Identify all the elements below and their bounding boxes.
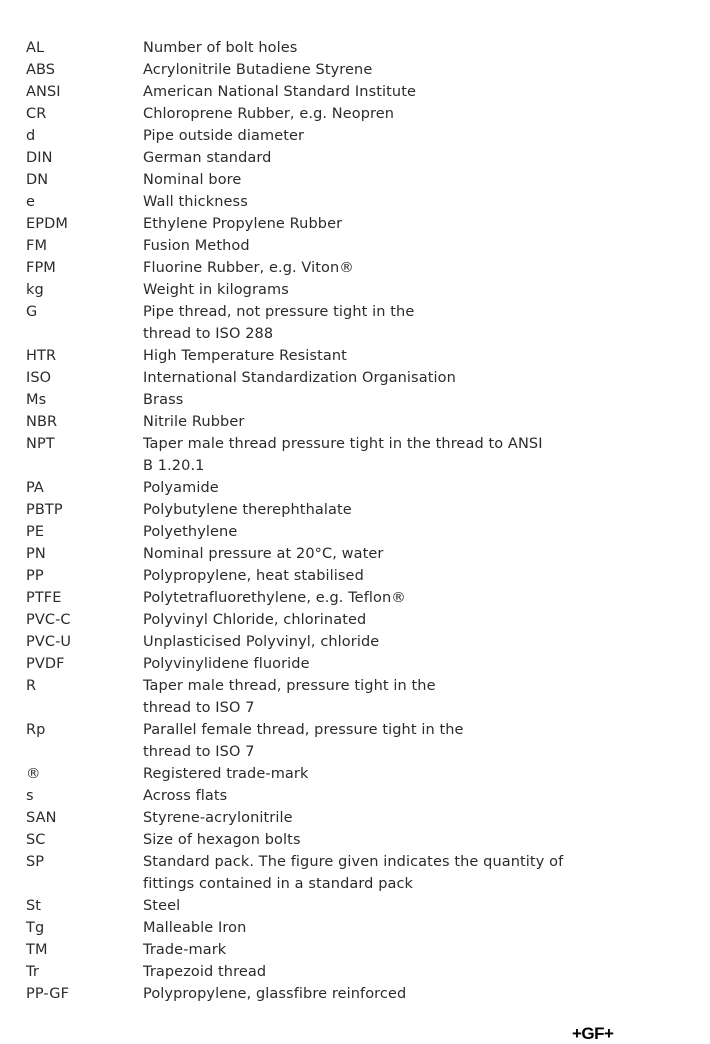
glossary-entry bbox=[26, 895, 686, 917]
abbreviation: SAN bbox=[26, 810, 57, 826]
glossary-entry bbox=[26, 81, 686, 103]
glossary-entry bbox=[26, 477, 686, 499]
abbreviation: FPM bbox=[26, 260, 56, 276]
abbreviation: PP bbox=[26, 568, 44, 584]
glossary-entry bbox=[26, 59, 686, 81]
definition: Nominal bore bbox=[143, 172, 242, 188]
glossary-entry bbox=[26, 917, 686, 939]
glossary-entry bbox=[26, 961, 686, 983]
glossary-entry bbox=[26, 653, 686, 675]
glossary-entry bbox=[26, 785, 686, 807]
glossary-entry bbox=[26, 609, 686, 631]
glossary-entry bbox=[26, 389, 686, 411]
abbreviation: PBTP bbox=[26, 502, 63, 518]
definition: Weight in kilograms bbox=[143, 282, 289, 298]
abbreviation: SP bbox=[26, 854, 45, 870]
abbreviation: PVC-U bbox=[26, 634, 72, 650]
abbreviation: CR bbox=[26, 106, 47, 122]
glossary-entry bbox=[26, 103, 686, 125]
definition: Polyvinylidene fluoride bbox=[143, 656, 310, 672]
definition: Nitrile Rubber bbox=[143, 414, 245, 430]
definition: Taper male thread, pressure tight in the thread to ISO 7 bbox=[143, 678, 436, 716]
glossary-entry bbox=[26, 565, 686, 587]
abbreviation: ABS bbox=[26, 62, 56, 78]
abbreviation: Ms bbox=[26, 392, 47, 408]
definition: Polytetrafluorethylene, e.g. Teflon® bbox=[143, 590, 406, 606]
glossary-entry bbox=[26, 367, 686, 389]
glossary-entry bbox=[26, 147, 686, 169]
abbreviation: AL bbox=[26, 40, 45, 56]
abbreviation: PTFE bbox=[26, 590, 62, 606]
definition: Across flats bbox=[143, 788, 228, 804]
abbreviation: e bbox=[26, 194, 36, 210]
definition: Registered trade-mark bbox=[143, 766, 309, 782]
definition: Pipe thread, not pressure tight in the thread to ISO 288 bbox=[143, 304, 415, 342]
definition: Malleable Iron bbox=[143, 920, 247, 936]
abbreviation: PE bbox=[26, 524, 45, 540]
glossary-entry bbox=[26, 829, 686, 851]
glossary-entry bbox=[26, 125, 686, 147]
abbreviation: PVC-C bbox=[26, 612, 71, 628]
definition: German standard bbox=[143, 150, 272, 166]
abbreviation: kg bbox=[26, 282, 44, 298]
abbreviation: St bbox=[26, 898, 42, 914]
definition: Brass bbox=[143, 392, 184, 408]
definition: High Temperature Resistant bbox=[143, 348, 347, 364]
definition: Unplasticised Polyvinyl, chloride bbox=[143, 634, 380, 650]
glossary-entry bbox=[26, 345, 686, 367]
abbreviation: FM bbox=[26, 238, 48, 254]
abbreviation: s bbox=[26, 788, 34, 804]
abbreviation: Tr bbox=[26, 964, 39, 980]
glossary-entry bbox=[26, 587, 686, 609]
definition: Fusion Method bbox=[143, 238, 250, 254]
abbreviation: Rp bbox=[26, 722, 46, 738]
definition: Wall thickness bbox=[143, 194, 248, 210]
glossary-entry bbox=[26, 301, 686, 345]
glossary-entry bbox=[26, 169, 686, 191]
glossary-entry bbox=[26, 279, 686, 301]
glossary-entry bbox=[26, 939, 686, 961]
definition: Polyamide bbox=[143, 480, 219, 496]
glossary-entry bbox=[26, 257, 686, 279]
abbreviation: PA bbox=[26, 480, 44, 496]
glossary-entry bbox=[26, 235, 686, 257]
abbreviation: G bbox=[26, 304, 38, 320]
definition: Chloroprene Rubber, e.g. Neopren bbox=[143, 106, 395, 122]
abbreviation: HTR bbox=[26, 348, 57, 364]
definition: Acrylonitrile Butadiene Styrene bbox=[143, 62, 373, 78]
abbreviation: DIN bbox=[26, 150, 53, 166]
definition: Standard pack. The figure given indicates the quantity of fittings contained in a standard pack bbox=[143, 854, 564, 892]
definition: Styrene-acrylonitrile bbox=[143, 810, 293, 826]
definition: American National Standard Institute bbox=[143, 84, 417, 100]
abbreviation: TM bbox=[26, 942, 48, 958]
glossary-entry bbox=[26, 213, 686, 235]
glossary-list bbox=[26, 37, 686, 1005]
abbreviation: SC bbox=[26, 832, 46, 848]
definition: Pipe outside diameter bbox=[143, 128, 305, 144]
definition: Polybutylene therephthalate bbox=[143, 502, 352, 518]
abbreviation: R bbox=[26, 678, 37, 694]
glossary-entry bbox=[26, 37, 686, 59]
abbreviation: Tg bbox=[26, 920, 45, 936]
definition: Ethylene Propylene Rubber bbox=[143, 216, 343, 232]
abbreviation: PN bbox=[26, 546, 46, 562]
definition: Trade-mark bbox=[143, 942, 227, 958]
glossary-entry bbox=[26, 433, 686, 477]
abbreviation: NPT bbox=[26, 436, 55, 452]
definition: Trapezoid thread bbox=[143, 964, 267, 980]
abbreviation: EPDM bbox=[26, 216, 68, 232]
definition: International Standardization Organisation bbox=[143, 370, 456, 386]
definition: Polypropylene, glassfibre reinforced bbox=[143, 986, 407, 1002]
definition: Number of bolt holes bbox=[143, 40, 298, 56]
abbreviation: PVDF bbox=[26, 656, 65, 672]
definition: Taper male thread pressure tight in the thread to ANSI B 1.20.1 bbox=[143, 436, 543, 474]
definition: Polypropylene, heat stabilised bbox=[143, 568, 364, 584]
definition: Parallel female thread, pressure tight in the thread to ISO 7 bbox=[143, 722, 464, 760]
glossary-entry bbox=[26, 851, 686, 895]
gf-logo: +GF+ bbox=[572, 1024, 614, 1043]
definition: Fluorine Rubber, e.g. Viton® bbox=[143, 260, 354, 276]
glossary-entry bbox=[26, 631, 686, 653]
glossary-entry bbox=[26, 543, 686, 565]
definition: Nominal pressure at 20°C, water bbox=[143, 546, 384, 562]
glossary-entry bbox=[26, 719, 686, 763]
glossary-entry bbox=[26, 983, 686, 1005]
definition: Polyethylene bbox=[143, 524, 238, 540]
glossary-entry bbox=[26, 807, 686, 829]
glossary-entry bbox=[26, 499, 686, 521]
glossary-entry bbox=[26, 521, 686, 543]
abbreviation: NBR bbox=[26, 414, 58, 430]
abbreviation: DN bbox=[26, 172, 49, 188]
abbreviation: ® bbox=[26, 766, 41, 782]
glossary-entry bbox=[26, 411, 686, 433]
abbreviation: ANSI bbox=[26, 84, 61, 100]
definition: Size of hexagon bolts bbox=[143, 832, 301, 848]
definition: Steel bbox=[143, 898, 181, 914]
glossary-entry bbox=[26, 675, 686, 719]
abbreviation: PP-GF bbox=[26, 986, 70, 1002]
definition: Polyvinyl Chloride, chlorinated bbox=[143, 612, 367, 628]
abbreviation: ISO bbox=[26, 370, 52, 386]
glossary-entry bbox=[26, 191, 686, 213]
abbreviation: d bbox=[26, 128, 36, 144]
glossary-entry bbox=[26, 763, 686, 785]
